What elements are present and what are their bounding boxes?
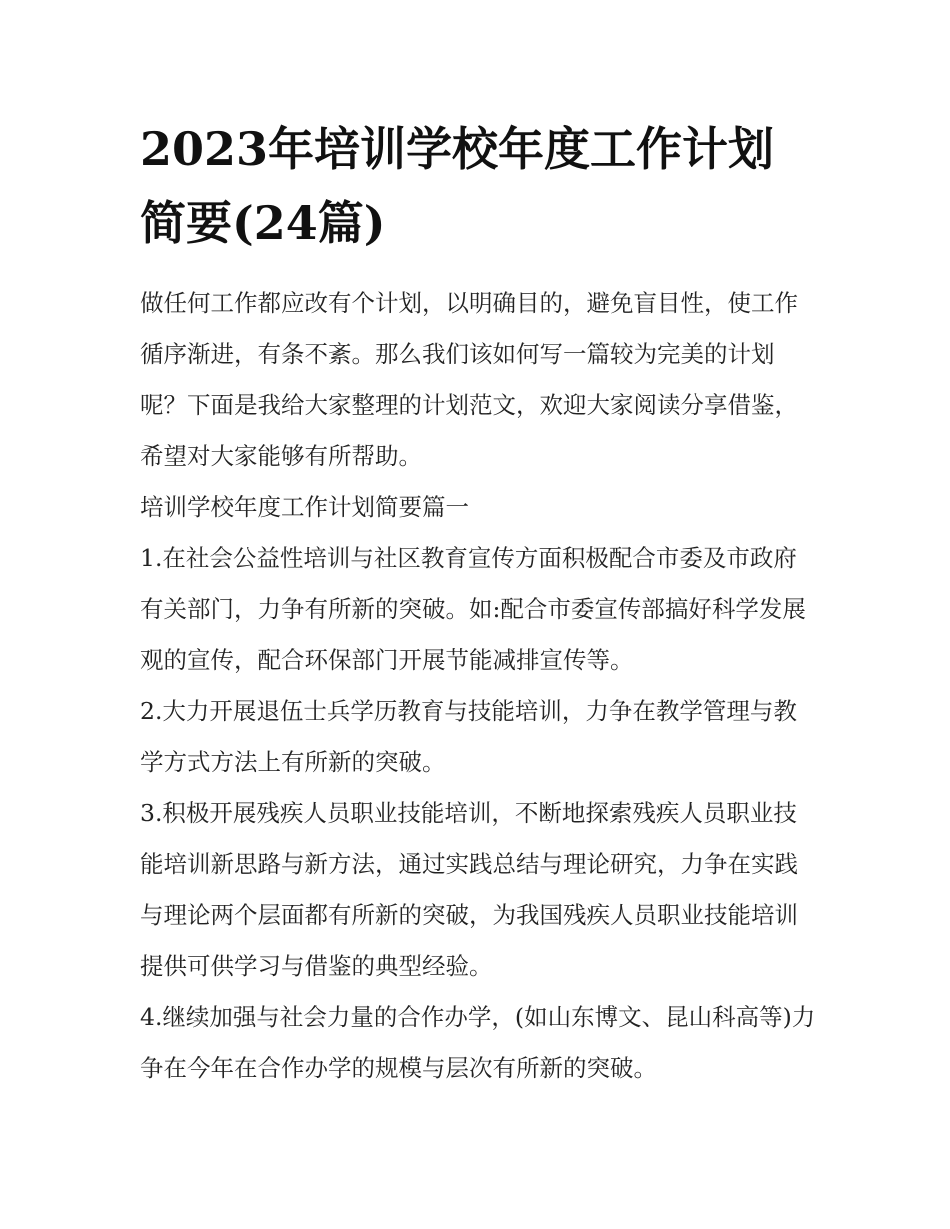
document-body — [140, 278, 820, 1094]
list-item: 3.积极开展残疾人员职业技能培训，不断地探索残疾人员职业技能培训新思路与新方法，通过实践总结与理论研究，力争在实践与理论两个层面都有所新的突破，为我国残疾人员职业技能培训提供可供学习与借鉴的典型经验。 — [140, 799, 798, 980]
section-heading: 培训学校年度工作计划简要篇一 — [140, 493, 469, 521]
list-item: 4.继续加强与社会力量的合作办学，(如山东博文、昆山科高等)力争在今年在合作办学的规模与层次有所新的突破。 — [140, 1003, 816, 1082]
document-title: 2023年培训学校年度工作计划简要(24篇) — [140, 122, 775, 250]
list-item: 1.在社会公益性培训与社区教育宣传方面积极配合市委及市政府有关部门，力争有所新的突破。如:配合市委宣传部搞好科学发展观的宣传，配合环保部门开展节能减排宣传等。 — [140, 544, 806, 674]
intro-paragraph: 做任何工作都应改有个计划，以明确目的，避免盲目性，使工作循序渐进，有条不紊。那么我们该如何写一篇较为完美的计划呢？下面是我给大家整理的计划范文，欢迎大家阅读分享借鉴，希望对大家能够有所帮助。 — [140, 289, 798, 470]
list-item: 2.大力开展退伍士兵学历教育与技能培训，力争在教学管理与教学方式方法上有所新的突破。 — [140, 697, 797, 776]
